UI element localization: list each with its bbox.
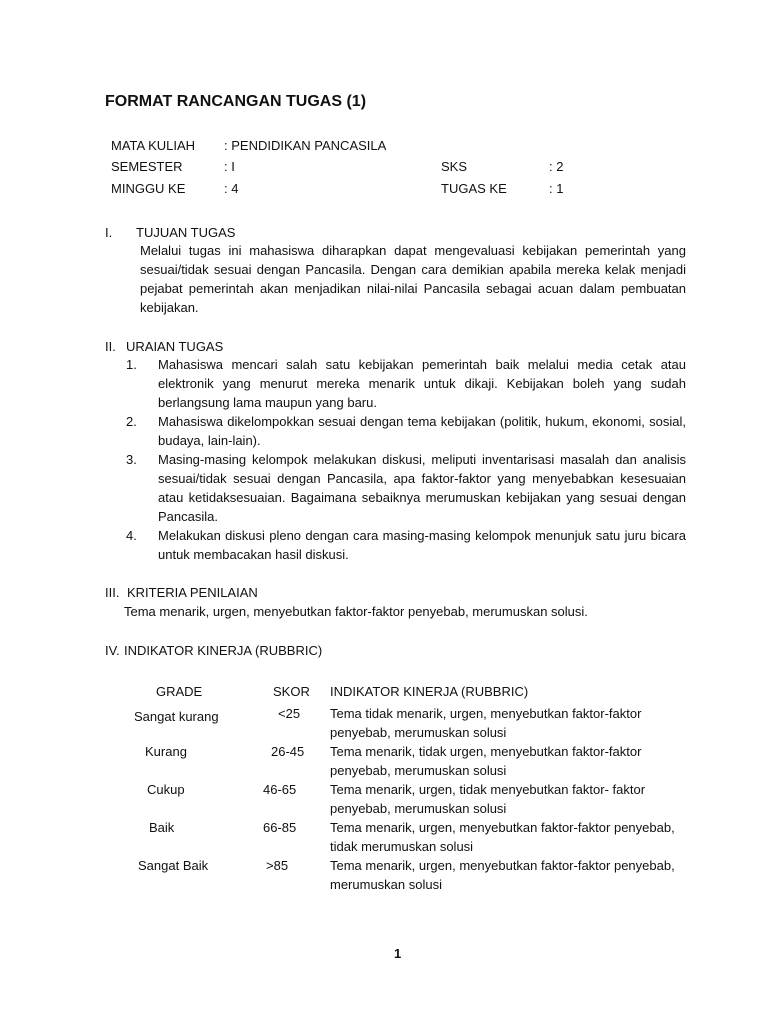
section-2-number: II. — [105, 339, 116, 354]
mata-kuliah-value: : PENDIDIKAN PANCASILA — [224, 138, 387, 153]
page-title: FORMAT RANCANGAN TUGAS (1) — [105, 93, 367, 110]
list-item-text: Melakukan diskusi pleno dengan cara masing-masing kelompok menunjuk satu juru bicara untuk membacakan hasil diskusi. — [158, 528, 686, 562]
list-item-number: 1. — [126, 357, 137, 372]
page-number: 1 — [394, 946, 402, 961]
rubric-grade: Sangat kurang — [134, 709, 219, 724]
rubric-skor: <25 — [278, 706, 301, 721]
section-3-heading: KRITERIA PENILAIAN — [127, 585, 258, 600]
list-item-number: 4. — [126, 528, 137, 543]
rubric-desc: Tema menarik, urgen, menyebutkan faktor-faktor penyebab, merumuskan solusi — [330, 858, 675, 892]
section-4-number: IV. — [105, 643, 120, 658]
list-item-text: Masing-masing kelompok melakukan diskusi, meliputi inventarisasi masalah dan analisis sesuai/tidak sesuai dengan Pancasila, apa faktor-faktor yang menyebabkan kesesuaian atau ketidaksesuaian. Bagaimana sebaiknya merumuskan kebijakan yang sesuai dengan Pancasila. — [158, 452, 686, 524]
tugas-value: : 1 — [549, 181, 564, 196]
rubric-skor: >85 — [266, 858, 289, 873]
section-3-body: Tema menarik, urgen, menyebutkan faktor-faktor penyebab, merumuskan solusi. — [124, 604, 588, 619]
rubric-skor: 46-65 — [263, 782, 297, 797]
rubric-grade: Sangat Baik — [138, 858, 209, 873]
section-4-heading: INDIKATOR KINERJA (RUBBRIC) — [124, 643, 323, 658]
list-item-text: Mahasiswa mencari salah satu kebijakan pemerintah baik melalui media cetak atau elektronik yang menurut mereka menarik untuk dikaji. Kebijakan boleh yang sudah berlangsung lama maupun yang baru. — [158, 357, 686, 410]
minggu-value: : 4 — [224, 181, 239, 196]
list-item-text: Mahasiswa dikelompokkan sesuai dengan tema kebijakan (politik, hukum, ekonomi, sosial, budaya, lain-lain). — [158, 414, 686, 448]
rubric-header-indikator: INDIKATOR KINERJA (RUBBRIC) — [330, 684, 529, 699]
section-1-text: Melalui tugas ini mahasiswa diharapkan dapat mengevaluasi kebijakan pemerintah yang sesuai/tidak sesuai dengan Pancasila. Dengan cara demikian apabila mereka kelak menjadi pejabat pemerintah akan menjadikan nilai-nilai Pancasila sebagai acuan dalam pembuatan kebijakan. — [140, 243, 686, 315]
rubric-grade: Kurang — [145, 744, 187, 759]
rubric-desc: Tema menarik, tidak urgen, menyebutkan faktor-faktor penyebab, merumuskan solusi — [330, 744, 642, 778]
section-1-number: I. — [105, 225, 113, 240]
section-1-body — [140, 241, 686, 317]
rubric-skor: 66-85 — [263, 820, 297, 835]
minggu-label: MINGGU KE — [111, 181, 186, 196]
rubric-desc: Tema menarik, urgen, menyebutkan faktor-faktor penyebab, tidak merumuskan solusi — [330, 820, 675, 854]
sks-value: : 2 — [549, 159, 564, 174]
sks-label: SKS — [441, 159, 468, 174]
rubric-grade: Baik — [149, 820, 175, 835]
list-item-number: 2. — [126, 414, 137, 429]
list-item-number: 3. — [126, 452, 137, 467]
section-3-number: III. — [105, 585, 120, 600]
section-1-heading: TUJUAN TUGAS — [136, 225, 236, 240]
tugas-label: TUGAS KE — [441, 181, 507, 196]
rubric-header-skor: SKOR — [273, 684, 310, 699]
section-2-heading: URAIAN TUGAS — [126, 339, 224, 354]
semester-label: SEMESTER — [111, 159, 183, 174]
rubric-header-grade: GRADE — [156, 684, 203, 699]
rubric-desc: Tema tidak menarik, urgen, menyebutkan faktor-faktor penyebab, merumuskan solusi — [330, 706, 642, 740]
rubric-grade: Cukup — [147, 782, 185, 797]
rubric-desc: Tema menarik, urgen, tidak menyebutkan faktor- faktor penyebab, merumuskan solusi — [330, 782, 646, 816]
rubric-skor: 26-45 — [271, 744, 305, 759]
semester-value: : I — [224, 159, 235, 174]
mata-kuliah-label: MATA KULIAH — [111, 138, 196, 153]
